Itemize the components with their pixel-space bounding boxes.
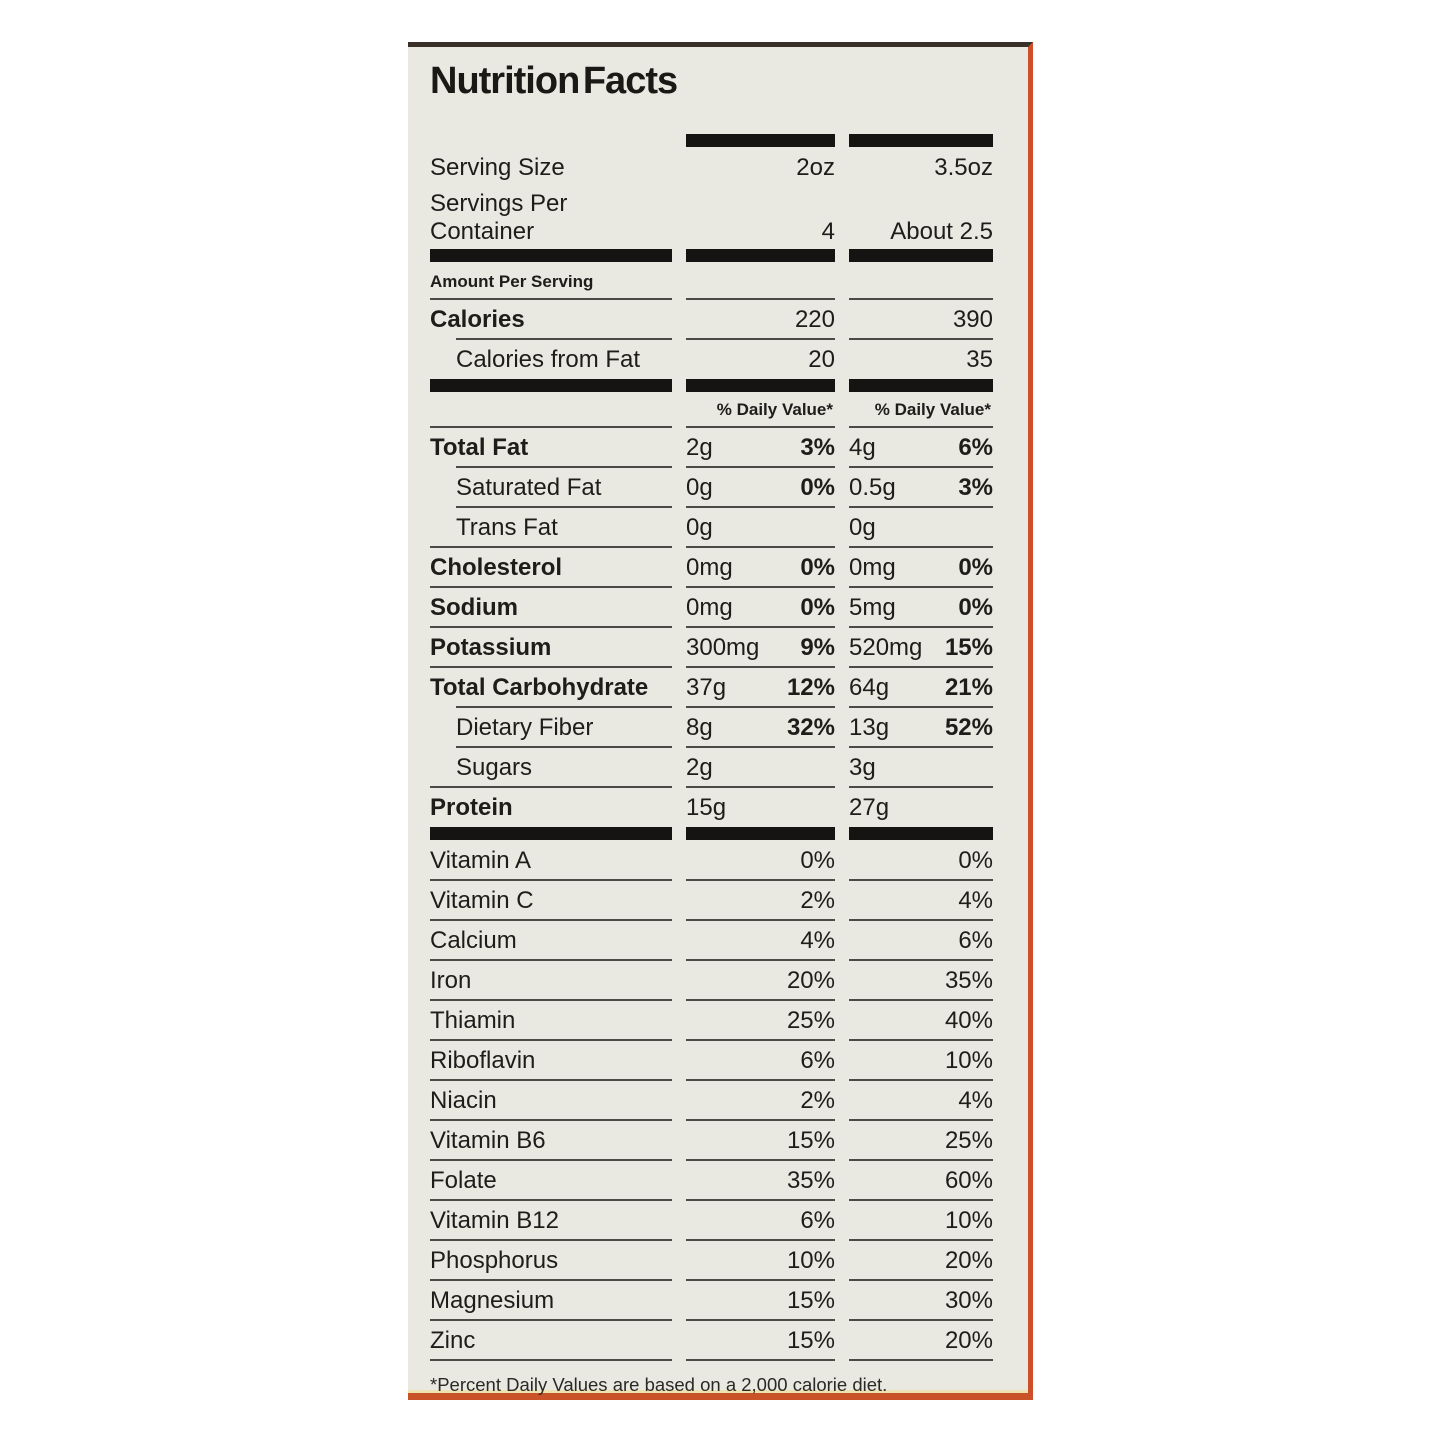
serving-row-label: Serving Size: [430, 154, 565, 181]
vitamin-value-2oz: 15%: [686, 1319, 835, 1359]
section-bar: [686, 379, 835, 392]
section-bar: [849, 249, 993, 262]
daily-value-percent: 3%: [800, 434, 835, 461]
vitamin-value-3-5oz: 10%: [849, 1199, 993, 1239]
section-bar: [430, 379, 672, 392]
amount-per-serving-label: Amount Per Serving: [430, 272, 594, 291]
nutrient-cell-2oz: [686, 426, 835, 466]
vitamin-row: [430, 1159, 992, 1199]
amount-value: 0mg: [686, 554, 733, 581]
vitamins-section: [430, 841, 992, 1359]
vitamin-value-3-5oz: 40%: [849, 999, 993, 1039]
amount-value: 300mg: [686, 634, 760, 661]
calorie-value-3-5oz: 390: [849, 298, 993, 338]
nutrient-row: [430, 506, 992, 546]
nutrient-cell-3-5oz: [849, 546, 993, 586]
section-divider-bars: [430, 378, 992, 393]
amount-value: 520mg: [849, 634, 923, 661]
vitamin-label: Magnesium: [430, 1279, 672, 1319]
serving-header-bars: [430, 133, 992, 148]
daily-value-percent: 15%: [944, 634, 993, 661]
amount-value: 0mg: [849, 554, 896, 581]
amount-value: 5mg: [849, 594, 896, 621]
vitamin-value-2oz: 20%: [686, 959, 835, 999]
amount-value: 0mg: [686, 594, 733, 621]
nutrient-label: Potassium: [430, 626, 672, 666]
vitamin-value-3-5oz: 4%: [849, 879, 993, 919]
amount-value: 4g: [849, 434, 876, 461]
nutrient-label: Total Fat: [430, 426, 672, 466]
daily-value-header-2oz: % Daily Value*: [716, 400, 833, 419]
daily-value-header-row: [430, 393, 992, 426]
vitamin-label: Vitamin B6: [430, 1119, 672, 1159]
vitamin-value-2oz: 25%: [686, 999, 835, 1039]
vitamin-value-2oz: 15%: [686, 1119, 835, 1159]
nutrient-row: [430, 466, 992, 506]
nutrient-row: [430, 546, 992, 586]
serving-row: [430, 148, 992, 184]
vitamin-value-2oz: 0%: [800, 847, 835, 874]
daily-value-percent: 6%: [958, 434, 993, 461]
daily-value-footnote: *Percent Daily Values are based on a 2,000 calorie diet.: [430, 1374, 888, 1395]
calorie-row-label: Calories: [430, 298, 672, 338]
serving-value-2oz: 2oz: [796, 154, 835, 181]
vitamin-value-3-5oz: 30%: [849, 1279, 993, 1319]
nutrient-row: [430, 706, 992, 746]
daily-value-percent: 0%: [958, 554, 993, 581]
amount-value: 2g: [686, 754, 713, 781]
vitamin-value-3-5oz: 35%: [849, 959, 993, 999]
daily-value-percent: 32%: [786, 714, 835, 741]
nutrient-label: Dietary Fiber: [456, 706, 672, 746]
nutrient-cell-3-5oz: [849, 666, 993, 706]
serving-value-3-5oz: About 2.5: [890, 218, 993, 245]
daily-value-percent: 0%: [800, 594, 835, 621]
calorie-row: [430, 298, 992, 338]
vitamin-row: [430, 1319, 992, 1359]
vitamin-label: Folate: [430, 1159, 672, 1199]
vitamin-value-2oz: 15%: [686, 1279, 835, 1319]
vitamin-label: Vitamin B12: [430, 1199, 672, 1239]
nutrient-cell-2oz: [686, 626, 835, 666]
vitamin-label: Iron: [430, 959, 672, 999]
amount-value: 0g: [849, 514, 876, 541]
nutrient-label: Total Carbohydrate: [430, 666, 672, 706]
vitamin-row: [430, 959, 992, 999]
amount-value: 0g: [686, 474, 713, 501]
vitamin-row: [430, 1119, 992, 1159]
nutrient-cell-3-5oz: [849, 506, 993, 546]
section-bar: [686, 827, 835, 840]
closing-rule-row: [430, 1359, 992, 1361]
nutrient-row: [430, 626, 992, 666]
nutrient-cell-3-5oz: [849, 586, 993, 626]
section-bar: [686, 134, 835, 147]
amount-value: 37g: [686, 674, 727, 701]
section-bar: [686, 249, 835, 262]
vitamin-value-3-5oz: 6%: [849, 919, 993, 959]
nutrient-row: [430, 746, 992, 786]
daily-value-percent: 9%: [800, 634, 835, 661]
amount-value: 15g: [686, 794, 727, 821]
nutrient-cell-2oz: [686, 586, 835, 626]
calorie-row: [430, 338, 992, 378]
vitamin-row: [430, 1039, 992, 1079]
nutrient-cell-2oz: [686, 466, 835, 506]
nutrient-row: [430, 586, 992, 626]
amount-value: 0.5g: [849, 474, 896, 501]
serving-value-2oz: 4: [821, 218, 835, 245]
vitamin-row: [430, 879, 992, 919]
amount-value: 13g: [849, 714, 890, 741]
vitamin-value-2oz: 2%: [686, 879, 835, 919]
serving-value-3-5oz: 3.5oz: [934, 154, 993, 181]
nutrition-facts-label: [408, 42, 1033, 1400]
daily-value-percent: 52%: [944, 714, 993, 741]
nutrient-label: Cholesterol: [430, 546, 672, 586]
nutrient-cell-3-5oz: [849, 466, 993, 506]
amount-per-serving-row: [430, 263, 992, 298]
nutrient-cell-2oz: [686, 506, 835, 546]
vitamin-value-3-5oz: 60%: [849, 1159, 993, 1199]
vitamin-label: Thiamin: [430, 999, 672, 1039]
serving-info-section: [430, 148, 992, 248]
nutrient-row: [430, 666, 992, 706]
nutrient-cell-3-5oz: [849, 706, 993, 746]
nutrient-cell-3-5oz: [849, 786, 993, 826]
vitamin-value-2oz: 2%: [686, 1079, 835, 1119]
nutrient-cell-3-5oz: [849, 746, 993, 786]
daily-value-percent: 0%: [958, 594, 993, 621]
nutrient-cell-2oz: [686, 666, 835, 706]
vitamin-row: [430, 919, 992, 959]
vitamin-row: [430, 1239, 992, 1279]
vitamin-value-2oz: 4%: [686, 919, 835, 959]
vitamin-value-3-5oz: 20%: [849, 1319, 993, 1359]
daily-value-percent: 12%: [786, 674, 835, 701]
nutrient-label: Protein: [430, 786, 672, 826]
calorie-row-label: Calories from Fat: [456, 338, 672, 378]
vitamin-row: [430, 999, 992, 1039]
nutrient-label: Saturated Fat: [456, 466, 672, 506]
nutrient-cell-2oz: [686, 746, 835, 786]
section-bar: [849, 379, 993, 392]
calories-section: [430, 298, 992, 378]
vitamin-label: Vitamin A: [430, 847, 531, 874]
vitamin-value-3-5oz: 4%: [849, 1079, 993, 1119]
amount-value: 0g: [686, 514, 713, 541]
nutrient-cell-2oz: [686, 706, 835, 746]
vitamin-row: [430, 1199, 992, 1239]
daily-value-percent: 0%: [800, 474, 835, 501]
vitamin-value-2oz: 35%: [686, 1159, 835, 1199]
vitamin-label: Zinc: [430, 1319, 672, 1359]
vitamin-value-3-5oz: 20%: [849, 1239, 993, 1279]
section-bar: [430, 827, 672, 840]
vitamin-value-3-5oz: 0%: [958, 847, 993, 874]
nutrient-cell-2oz: [686, 546, 835, 586]
vitamin-value-2oz: 6%: [686, 1039, 835, 1079]
amount-value: 8g: [686, 714, 713, 741]
section-divider-bars: [430, 826, 992, 841]
vitamin-label: Riboflavin: [430, 1039, 672, 1079]
vitamin-row: [430, 1079, 992, 1119]
daily-value-percent: 3%: [958, 474, 993, 501]
vitamin-value-3-5oz: 10%: [849, 1039, 993, 1079]
nutrient-cell-3-5oz: [849, 626, 993, 666]
calorie-value-3-5oz: 35: [849, 338, 993, 378]
vitamin-value-2oz: 10%: [686, 1239, 835, 1279]
nutrients-section: [430, 426, 992, 826]
vitamin-label: Niacin: [430, 1079, 672, 1119]
vitamin-label: Vitamin C: [430, 879, 672, 919]
section-bar: [849, 827, 993, 840]
amount-value: 27g: [849, 794, 890, 821]
vitamin-row: [430, 1279, 992, 1319]
daily-value-percent: 0%: [800, 554, 835, 581]
calorie-value-2oz: 220: [686, 298, 835, 338]
daily-value-percent: 21%: [944, 674, 993, 701]
vitamin-label: Phosphorus: [430, 1239, 672, 1279]
amount-value: 2g: [686, 434, 713, 461]
daily-value-header-3-5oz: % Daily Value*: [874, 400, 991, 419]
nutrient-cell-3-5oz: [849, 426, 993, 466]
nutrient-row: [430, 426, 992, 466]
nutrient-cell-2oz: [686, 786, 835, 826]
nutrient-row: [430, 786, 992, 826]
amount-value: 3g: [849, 754, 876, 781]
serving-row: [430, 184, 992, 248]
nutrient-label: Sodium: [430, 586, 672, 626]
amount-value: 64g: [849, 674, 890, 701]
vitamin-value-2oz: 6%: [686, 1199, 835, 1239]
vitamin-row: [430, 841, 992, 879]
serving-row-label: Servings Per Container: [430, 190, 568, 245]
nutrition-facts-title: Nutrition Facts: [430, 60, 678, 102]
section-bar: [430, 249, 672, 262]
nutrient-label: Sugars: [456, 746, 672, 786]
vitamin-value-3-5oz: 25%: [849, 1119, 993, 1159]
calorie-value-2oz: 20: [686, 338, 835, 378]
nutrient-label: Trans Fat: [456, 506, 672, 546]
section-divider-bars: [430, 248, 992, 263]
section-bar: [849, 134, 993, 147]
vitamin-label: Calcium: [430, 919, 672, 959]
